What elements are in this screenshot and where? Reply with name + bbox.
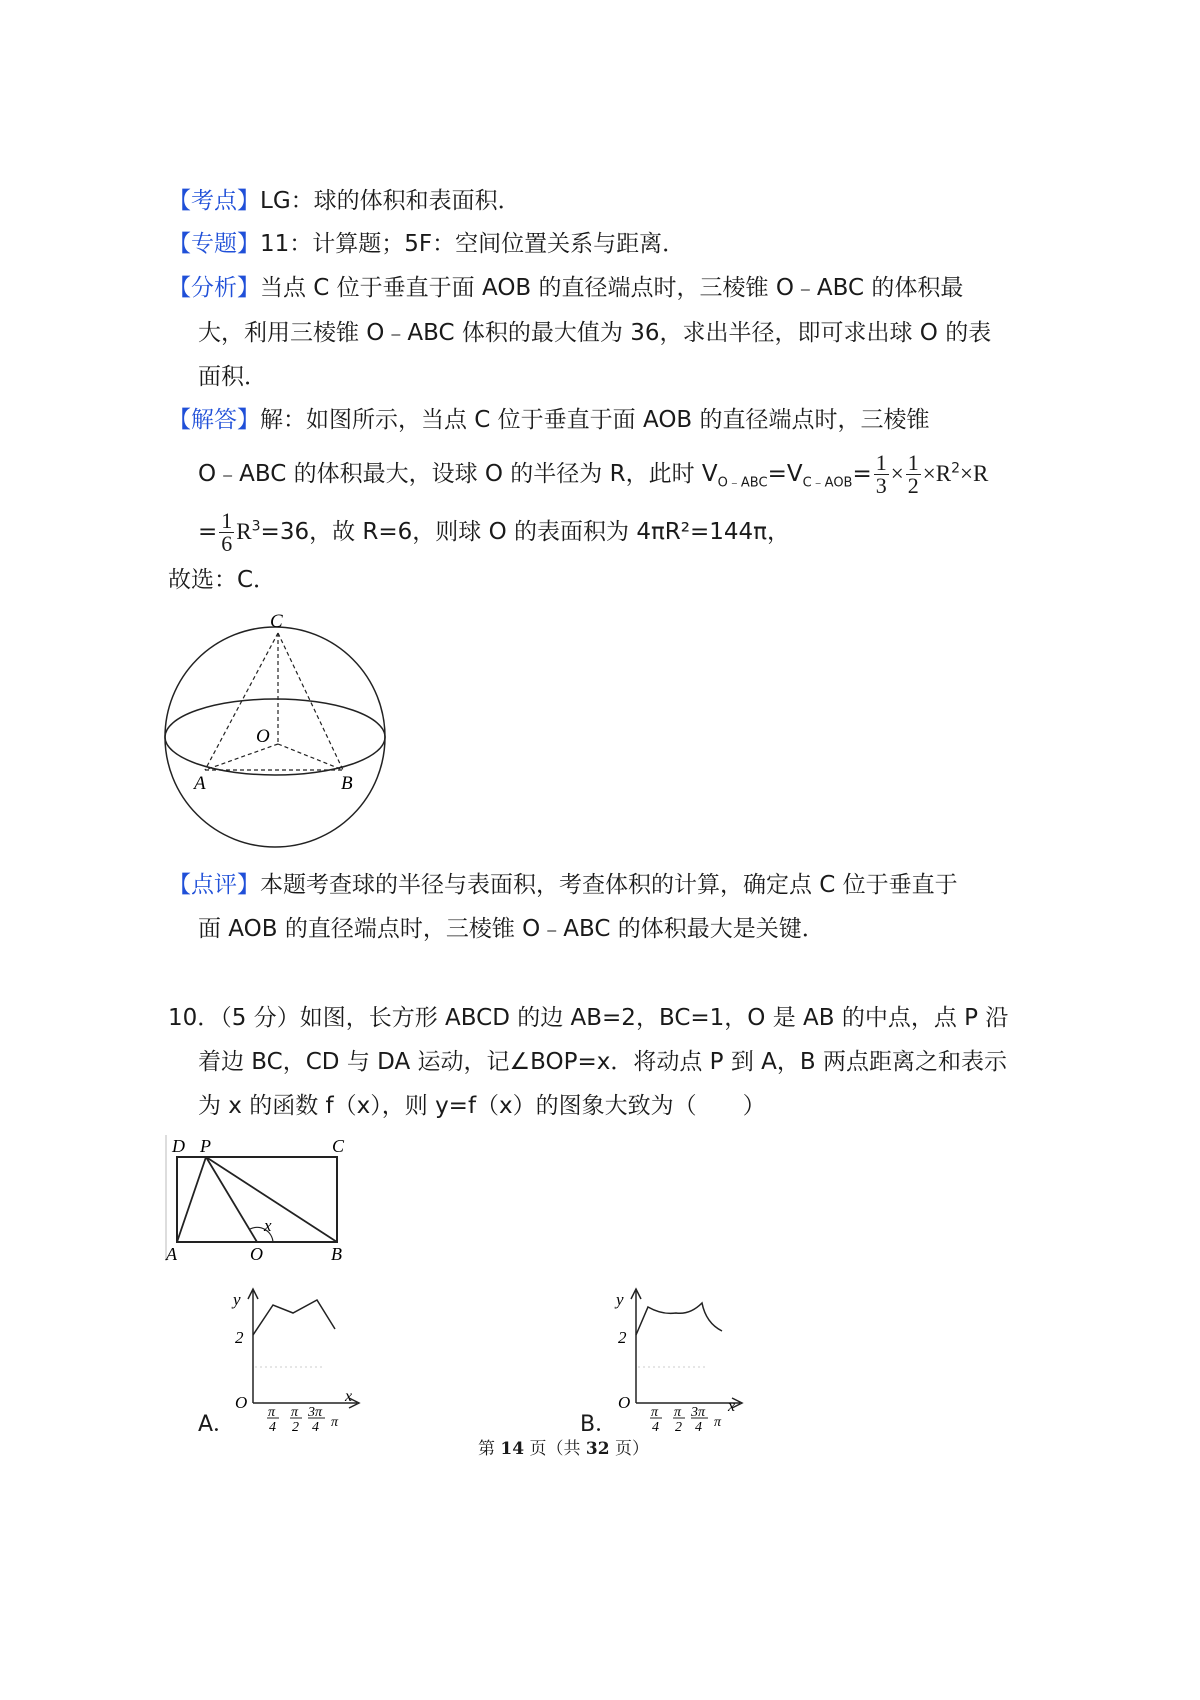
footer-total-pages: 32 [585, 1439, 610, 1459]
tick-pi-4-den: 4 [269, 1420, 276, 1433]
fenxi-line3 [198, 362, 267, 392]
label-x-b: x [728, 1398, 736, 1415]
curve-a [253, 1300, 335, 1335]
q10-line1 [168, 1003, 1008, 1033]
tick-pi-2-den: 2 [292, 1420, 299, 1433]
tick-pi-4-num: π [268, 1405, 276, 1420]
edge-c-a [205, 633, 278, 770]
option-b-graph [608, 1283, 748, 1433]
tick-b-pi-4-den: 4 [652, 1420, 659, 1433]
edge-o-b [278, 744, 343, 770]
page-footer [478, 1434, 649, 1459]
tick-b-pi-4-num: π [651, 1405, 659, 1420]
label-x-angle: x [264, 1216, 272, 1235]
label-c-rect: C [332, 1136, 345, 1156]
guxuan-text: 故选：C． [168, 567, 277, 593]
label-2: 2 [235, 1328, 244, 1347]
sup-2: 2 [951, 460, 960, 477]
dianping-line2 [198, 914, 825, 944]
label-x: x [345, 1388, 353, 1405]
edge-o-a [205, 744, 278, 770]
label-y: y [233, 1290, 241, 1309]
label-a-rect: A [166, 1244, 177, 1263]
option-a-graph [225, 1283, 365, 1433]
jieda-eq-3: = [198, 519, 218, 545]
dianping-line1 [168, 870, 958, 900]
sup-3: 3 [251, 518, 261, 535]
tick-3pi-4-den: 4 [312, 1420, 319, 1433]
label-d: D [172, 1136, 185, 1156]
zhuanti-text: 11：计算题；5F：空间位置关系与距离． [260, 231, 686, 257]
label-c: C [270, 611, 283, 632]
jieda-sub-2: C﹣AOB [802, 475, 853, 491]
label-b: B [341, 773, 353, 794]
fenxi-line2 [198, 318, 991, 348]
fenxi-text-1: 当点 C 位于垂直于面 AOB 的直径端点时，三棱锥 O﹣ABC 的体积最 [260, 275, 964, 301]
footer-page-number: 14 [500, 1439, 525, 1459]
tick-b-pi-2-num: π [674, 1405, 682, 1420]
jieda-text-1: 解：如图所示，当点 C 位于垂直于面 AOB 的直径端点时，三棱锥 [260, 407, 930, 433]
label-o: O [256, 726, 270, 747]
curve-b [636, 1303, 722, 1335]
jieda-sub-1: O﹣ABC [717, 475, 768, 491]
label-origin-b: O [618, 1393, 631, 1412]
guxuan-line [168, 565, 276, 595]
zhuanti-tag: 【专题】 [168, 231, 260, 257]
jieda-line2 [198, 452, 988, 499]
footer-pre: 第 [478, 1439, 501, 1459]
kaodian-line [168, 186, 521, 216]
q10-text-2: 着边 BC，CD 与 DA 运动，记∠BOP=x．将动点 P 到 A，B 两点距离之和表示 [198, 1049, 1007, 1075]
fraction-1-2: $\frac{1}{2}$ [907, 450, 919, 498]
jieda-line3 [198, 510, 790, 555]
tick-b-3pi-4-den: 4 [695, 1420, 702, 1433]
tick-b-3pi-4-num: 3π [691, 1405, 706, 1420]
label-o-rect: O [250, 1244, 263, 1263]
times-r: ×R [922, 461, 952, 486]
footer-post: 页） [609, 1439, 649, 1459]
label-y-b: y [616, 1290, 624, 1309]
tick-3pi-4-num: 3π [308, 1405, 323, 1420]
dianping-tag: 【点评】 [168, 872, 260, 898]
footer-mid: 页（共 [524, 1439, 586, 1459]
kaodian-tag: 【考点】 [168, 188, 260, 214]
choice-b-label: B． [580, 1412, 618, 1437]
segment-a-p [177, 1157, 206, 1242]
times-1: × [890, 461, 904, 486]
jieda-text-2: O﹣ABC 的体积最大，设球 O 的半径为 R，此时 V [198, 461, 718, 487]
choice-a-label: A． [198, 1412, 236, 1437]
label-p: P [200, 1136, 211, 1156]
label-b-rect: B [331, 1244, 342, 1263]
dianping-text-2: 面 AOB 的直径端点时，三棱锥 O﹣ABC 的体积最大是关键． [198, 916, 825, 942]
sphere-outline [165, 627, 385, 847]
q10-line3 [198, 1091, 766, 1121]
fenxi-tag: 【分析】 [168, 275, 260, 301]
label-origin: O [235, 1393, 248, 1412]
fraction-1-6: $\frac{1}{6}$ [221, 508, 233, 556]
sphere-figure [160, 605, 400, 860]
jieda-eq-1: =V [767, 461, 803, 487]
x-tick-labels-b [650, 1405, 722, 1433]
tick-b-pi-2-den: 2 [675, 1420, 682, 1433]
tick-b-pi: π [714, 1415, 722, 1430]
dianping-text-1: 本题考查球的半径与表面积，考查体积的计算，确定点 C 位于垂直于 [260, 872, 958, 898]
fraction-1-3: $\frac{1}{3}$ [875, 450, 887, 498]
q10-text-1: 10．（5 分）如图，长方形 ABCD 的边 AB=2，BC=1，O 是 AB 的中点，点 P 沿 [168, 1005, 1009, 1031]
jieda-line1 [168, 405, 930, 435]
r-letter: R [236, 519, 252, 544]
rectangle-figure [160, 1133, 360, 1263]
zhuanti-line [168, 229, 685, 259]
times-r-2: ×R [959, 461, 989, 486]
tick-pi: π [331, 1415, 339, 1430]
segment-o-p [206, 1157, 257, 1242]
label-2-b: 2 [618, 1328, 627, 1347]
equator-ellipse [165, 699, 385, 775]
jieda-tag: 【解答】 [168, 407, 260, 433]
fenxi-text-3: 面积． [198, 364, 267, 390]
q10-line2 [198, 1047, 1007, 1077]
jieda-text-3: =36，故 R=6，则球 O 的表面积为 4πR²=144π， [260, 519, 791, 545]
kaodian-text: LG：球的体积和表面积． [260, 188, 521, 214]
tick-pi-2-num: π [291, 1405, 299, 1420]
x-tick-labels [267, 1405, 339, 1433]
fenxi-text-2: 大，利用三棱锥 O﹣ABC 体积的最大值为 36，求出半径，即可求出球 O 的表 [198, 320, 992, 346]
jieda-eq-2: = [852, 461, 872, 487]
fenxi-line1 [168, 273, 963, 303]
q10-text-3: 为 x 的函数 f（x），则 y=f（x）的图象大致为（ ） [198, 1093, 766, 1119]
label-a: A [194, 773, 206, 794]
